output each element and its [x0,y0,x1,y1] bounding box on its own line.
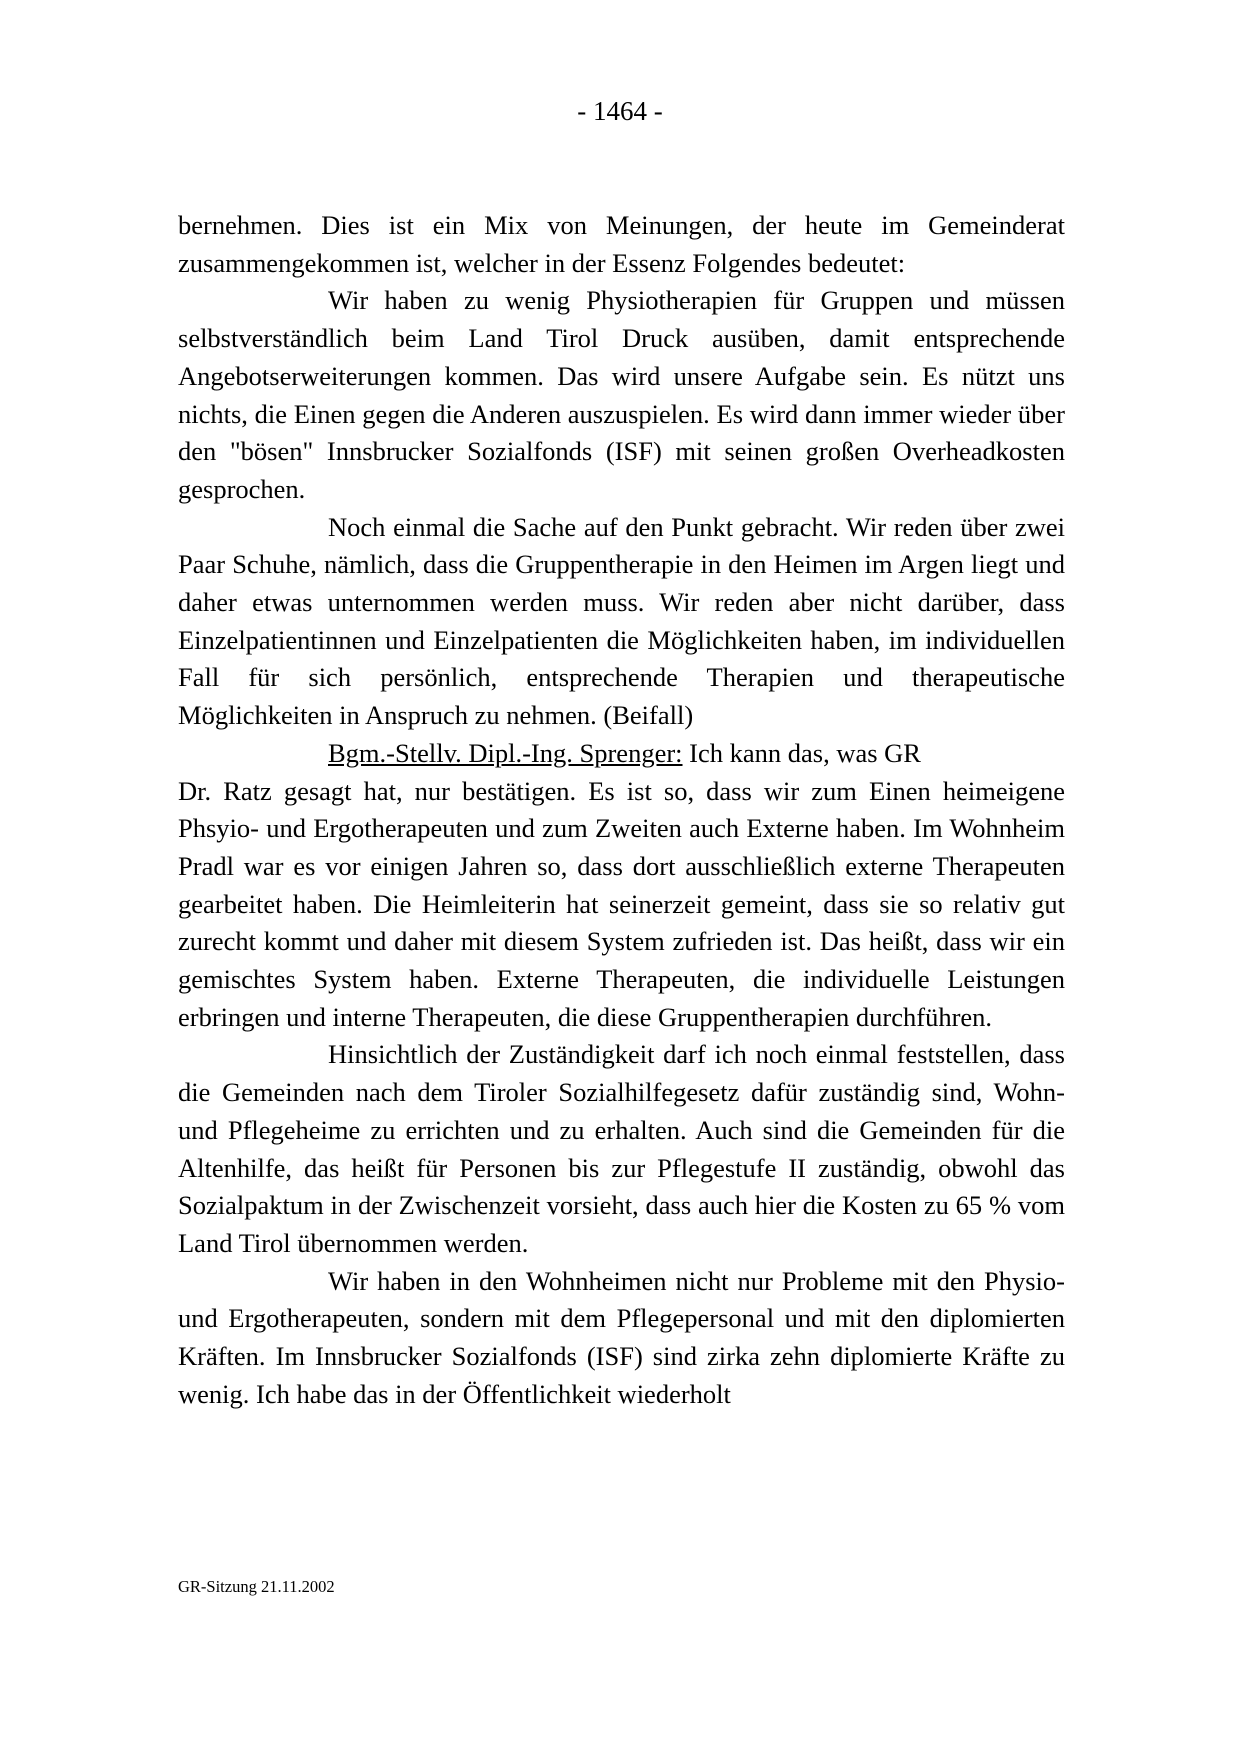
paragraph-6: Wir haben in den Wohnheimen nicht nur Probleme mit den Physio- und Ergotherapeuten, sondern mit dem Pflegepersonal und mit den diplomierten Kräften. Im Innsbrucker Sozialfonds (ISF) sind zirka zehn diplomierte Kräfte zu wenig. Ich habe das in der Öffentlichkeit wiederholt [178,1265,1065,1409]
footer-session-date: GR-Sitzung 21.11.2002 [178,1577,335,1596]
speaker-line-text: Ich kann das, was GR [689,737,921,768]
document-body [178,207,1065,1414]
page-number: - 1464 - [577,96,663,126]
paragraph-3: Noch einmal die Sache auf den Punkt gebracht. Wir reden über zwei Paar Schuhe, nämlich, dass die Gruppentherapie in den Heimen im Argen liegt und daher etwas unternommen werden muss. Wir reden aber nicht darüber, dass Einzelpatientinnen und Einzelpatienten die Möglichkeiten haben, im individuellen Fall für sich persönlich, entsprechende Therapien und therapeutische Möglichkeiten in Anspruch zu nehmen. (Beifall) [178,511,1065,731]
paragraph-2: Wir haben zu wenig Physiotherapien für Gruppen und müssen selbstverständlich beim Land Tirol Druck ausüben, damit entsprechende Angebotserweiterungen kommen. Das wird unsere Aufgabe sein. Es nützt uns nichts, die Einen gegen die Anderen auszuspielen. Es wird dann immer wieder über den "bösen" Innsbrucker Sozialfonds (ISF) mit seinen großen Overheadkosten gesprochen. [178,285,1065,504]
speaker-name: Bgm.-Stellv. Dipl.-Ing. Sprenger: [328,737,683,768]
paragraph-5: Hinsichtlich der Zuständigkeit darf ich noch einmal feststellen, dass die Gemeinden nach dem Tiroler Sozialhilfegesetz dafür zuständig sind, Wohn- und Pflegeheime zu errichten und zu erhalten. Auch sind die Gemeinden für die Altenhilfe, das heißt für Personen bis zur Pflegestufe II zuständig, obwohl das Sozialpaktum in der Zwischenzeit vorsieht, dass auch hier die Kosten zu 65 % vom Land Tirol übernommen werden. [178,1039,1065,1258]
paragraph-1: bernehmen. Dies ist ein Mix von Meinungen, der heute im Gemeinderat zusammengekommen ist, welcher in der Essenz Folgendes bedeutet: [178,210,1065,278]
speaker-line [178,735,1065,773]
paragraph-4: Dr. Ratz gesagt hat, nur bestätigen. Es ist so, dass wir zum Einen heimeigene Phsyio- und Ergotherapeuten und zum Zweiten auch Externe haben. Im Wohnheim Pradl war es vor einigen Jahren so, dass dort ausschließlich externe Therapeuten gearbeitet haben. Die Heimleiterin hat seinerzeit gemeint, dass sie so relativ gut zurecht kommt und daher mit diesem System zufrieden ist. Das heißt, dass wir ein gemischtes System haben. Externe Therapeuten, die individuelle Leistungen erbringen und interne Therapeuten, die diese Gruppentherapien durchführen. [178,775,1065,1032]
